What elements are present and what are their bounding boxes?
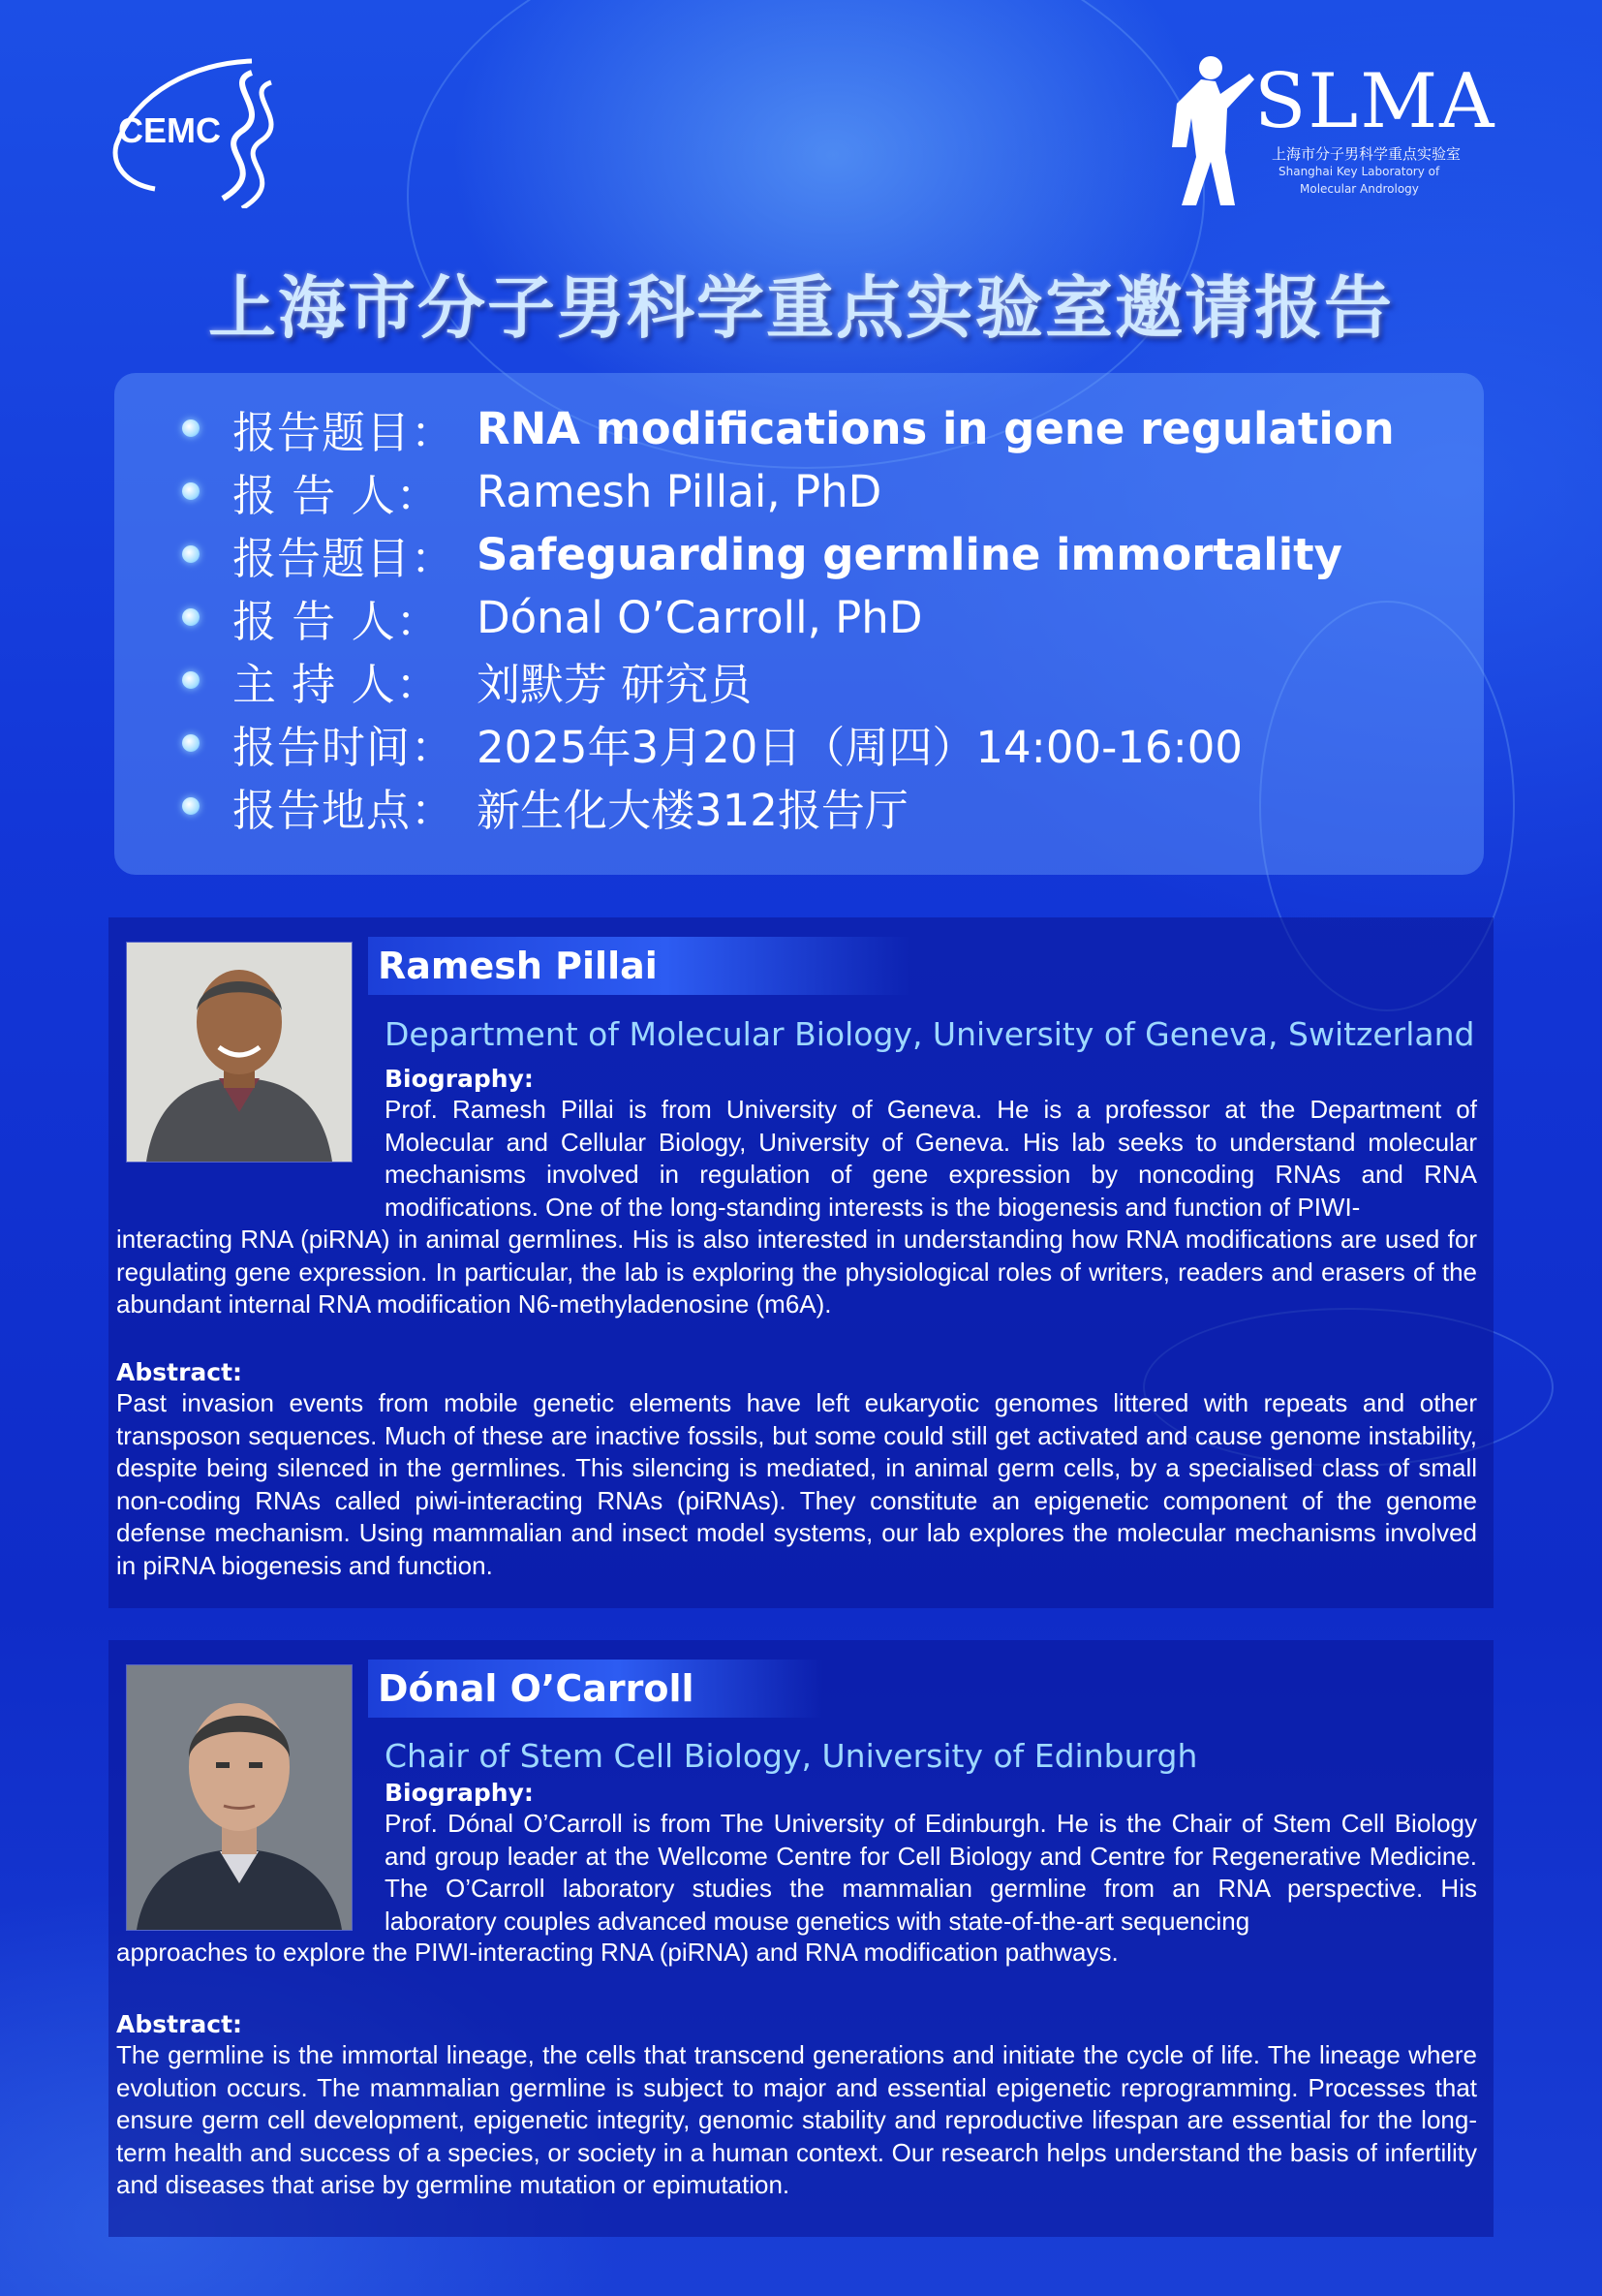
abstract-text: The germline is the immortal lineage, the cells that transcend generations and initiate the cycle of life. The lineage where evolution occurs. The mammalian germline is subject to major and essential epigenetic reprogramming. Processes that ensure germ cell development, epigenetic integrity, genomic stability and reproductive lifespan are essential for the long-term health and success of a species, or society in a human context. Our research helps understand the basis of infertility and diseases that arise by germline mutation or epimutation. — [116, 2040, 1477, 2199]
biography-text: Prof. Ramesh Pillai is from University of Geneva. He is a professor at the Department of Molecular and Cellular Biology, University of Geneva. His lab seeks to understand molecular mechanisms involved in regulation of gene expression by noncoding RNAs and RNA modifications. One of the long-standing interests is the biogenesis and function of PIWI- — [385, 1095, 1477, 1222]
bullet-icon — [182, 734, 200, 752]
bullet-icon — [182, 671, 200, 689]
slma-logo-english-line1: Shanghai Key Laboratory of — [1279, 165, 1440, 178]
page-title: 上海市分子男科学重点实验室邀请报告 — [208, 268, 1394, 348]
bullet-icon — [182, 419, 200, 437]
info-value: 2025年3月20日（周四）14:00-16:00 — [477, 721, 1244, 773]
info-row-topic-2 — [182, 525, 1342, 583]
biography-text-continued: interacting RNA (piRNA) in animal germlines. His is also interested in understanding how RNA modifications are used for regulating gene expression. In particular, the lab is exploring the physiological roles of writers, readers and erasers of the abundant internal RNA modification N6-methyladenosine (m6A). — [116, 1225, 1477, 1319]
bullet-icon — [182, 545, 200, 563]
biography-text-continued: approaches to explore the PIWI-interacting RNA (piRNA) and RNA modification pathways. — [116, 1938, 1119, 1967]
abstract-heading: Abstract: — [116, 1358, 243, 1386]
info-label: 报告时间： — [232, 721, 456, 773]
speaker-photo — [126, 942, 353, 1163]
speaker-affiliation: Chair of Stem Cell Biology, University of Edinburgh — [385, 1737, 1198, 1775]
info-value: 新生化大楼312报告厅 — [477, 784, 909, 836]
slma-logo-chinese: 上海市分子男科学重点实验室 — [1272, 145, 1462, 163]
info-value: Ramesh Pillai, PhD — [477, 465, 882, 517]
info-row-speaker-2 — [182, 588, 922, 646]
slma-logo-word: SLMA — [1254, 58, 1496, 145]
speaker-photo — [126, 1664, 353, 1931]
info-label: 报告题目： — [232, 532, 456, 584]
biography-heading: Biography: — [385, 1779, 534, 1807]
info-label: 报告地点： — [232, 784, 456, 836]
biography-text: Prof. Dónal O’Carroll is from The University of Edinburgh. He is the Chair of Stem Cell Biology and group leader at the Wellcome Centre for Cell Biology and Centre for Regenerative Medicine. The O’Carroll laboratory studies the mammalian germline from an RNA perspective. His laboratory couples advanced mouse genetics with state-of-the-art sequencing — [385, 1809, 1477, 1936]
info-label: 报 告 人： — [232, 469, 441, 521]
info-row-time — [182, 714, 1243, 772]
info-row-topic-1 — [182, 399, 1395, 457]
event-info-panel — [114, 373, 1484, 875]
biography-heading: Biography: — [385, 1065, 534, 1093]
info-row-speaker-1 — [182, 462, 881, 520]
info-value: Safeguarding germline immortality — [477, 528, 1343, 580]
speaker-section-1 — [108, 917, 1494, 1608]
speaker-name-bar — [368, 1660, 823, 1718]
speaker-name: Dónal O’Carroll — [378, 1667, 694, 1710]
statue-icon — [1157, 50, 1264, 210]
cemc-logo-text: CEMC — [118, 110, 221, 150]
speaker-name-bar — [368, 937, 910, 995]
abstract-heading: Abstract: — [116, 2010, 243, 2038]
speaker-section-2 — [108, 1640, 1494, 2237]
bullet-icon — [182, 608, 200, 626]
info-value: 刘默芳 研究员 — [477, 658, 753, 710]
info-label: 报告题目： — [232, 406, 456, 458]
info-row-host — [182, 651, 752, 709]
speaker-name: Ramesh Pillai — [378, 945, 658, 987]
cemc-logo — [107, 53, 300, 208]
slma-logo — [1157, 50, 1496, 210]
info-value: RNA modifications in gene regulation — [477, 402, 1395, 454]
info-label: 主 持 人： — [232, 658, 441, 710]
info-row-location — [182, 777, 909, 835]
info-value: Dónal O’Carroll, PhD — [477, 591, 923, 643]
abstract-text: Past invasion events from mobile genetic elements have left eukaryotic genomes littered with repeats and other transposon sequences. Much of these are inactive fossils, but some could still get activated and cause genome instability, despite being silenced in the germlines. This silencing is mediated, in animal germ cells, by a specialised class of small non-coding RNAs called piwi-interacting RNAs (piRNAs). They constitute an epigenetic component of the genome defense mechanism. Using mammalian and insect model systems, our lab explores the molecular mechanisms involved in piRNA biogenesis and function. — [116, 1388, 1477, 1580]
slma-logo-english-line2: Molecular Andrology — [1300, 182, 1419, 196]
bullet-icon — [182, 482, 200, 500]
bullet-icon — [182, 797, 200, 815]
speaker-affiliation: Department of Molecular Biology, University of Geneva, Switzerland — [385, 1015, 1475, 1053]
info-label: 报 告 人： — [232, 595, 441, 647]
